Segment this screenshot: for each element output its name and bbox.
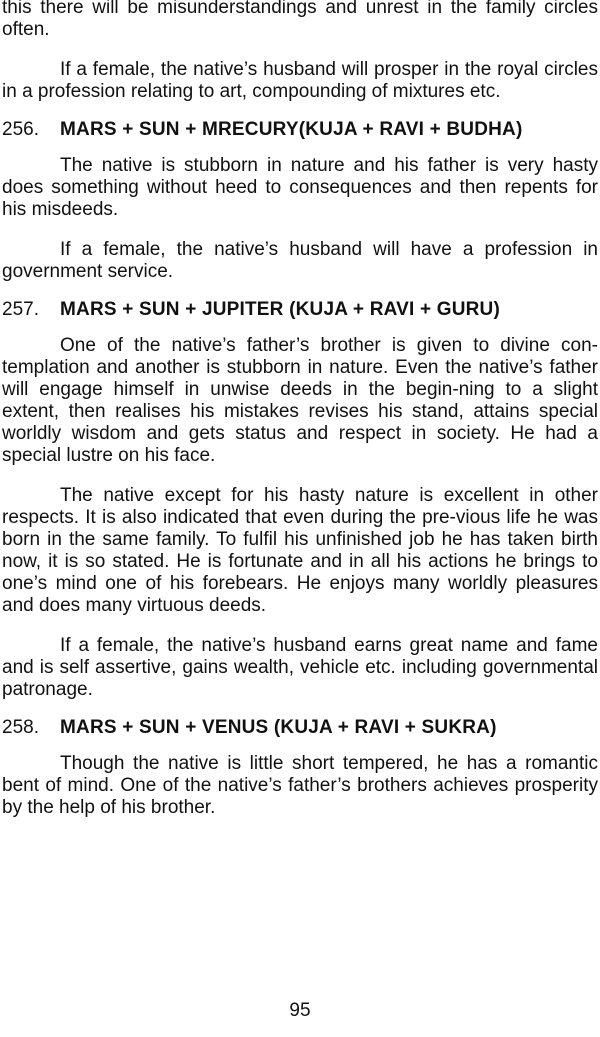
page-number: 95 [289, 1000, 311, 1021]
section-number: 258. [2, 717, 39, 738]
section-number: 257. [2, 299, 39, 320]
section-heading-258 [2, 717, 598, 739]
section-title: MARS + SUN + MRECURY(KUJA + RAVI + BUDHA) [60, 119, 523, 140]
paragraph: One of the native’s father’s brother is given to divine con-templation and another is stubborn in nature. Even the native’s father will engage himself in unwise deeds in the begin-ning to a slight extent, then realises his mistakes revises his stand, attains special worldly wisdom and gets status and respect in society. He had a special lustre on his face. [2, 335, 598, 466]
page-body [2, 0, 598, 819]
section-title: MARS + SUN + JUPITER (KUJA + RAVI + GURU) [60, 299, 500, 320]
section-title: MARS + SUN + VENUS (KUJA + RAVI + SUKRA) [60, 717, 497, 738]
paragraph: The native is stubborn in nature and his father is very hasty does something without heed to consequences and then repents for his misdeeds. [2, 155, 598, 220]
paragraph: The native except for his hasty nature is excellent in other respects. It is also indicated that even during the pre-vious life he was born in the same family. To fulfil his unfinished job he has taken birth now, it is so stated. He is fortunate and in all his actions he brings to one’s mind one of his forebears. He enjoys many worldly pleasures and does many virtuous deeds. [2, 485, 598, 616]
section-heading-256 [2, 119, 598, 141]
paragraph-female-royal: If a female, the native’s husband will prosper in the royal circles in a profession relating to art, compounding of mixtures etc. [2, 59, 598, 102]
section-number: 256. [2, 119, 39, 140]
paragraph: If a female, the native’s husband earns great name and fame and is self assertive, gains wealth, vehicle etc. including governmental patronage. [2, 635, 598, 700]
section-heading-257 [2, 299, 598, 321]
paragraph: Though the native is little short tempered, he has a romantic bent of mind. One of the native’s father’s brothers achieves prosperity by the help of his brother. [2, 753, 598, 818]
continued-paragraph: this there will be misunderstandings and unrest in the family circles often. [2, 0, 598, 40]
paragraph: If a female, the native’s husband will have a profession in government service. [2, 239, 598, 282]
